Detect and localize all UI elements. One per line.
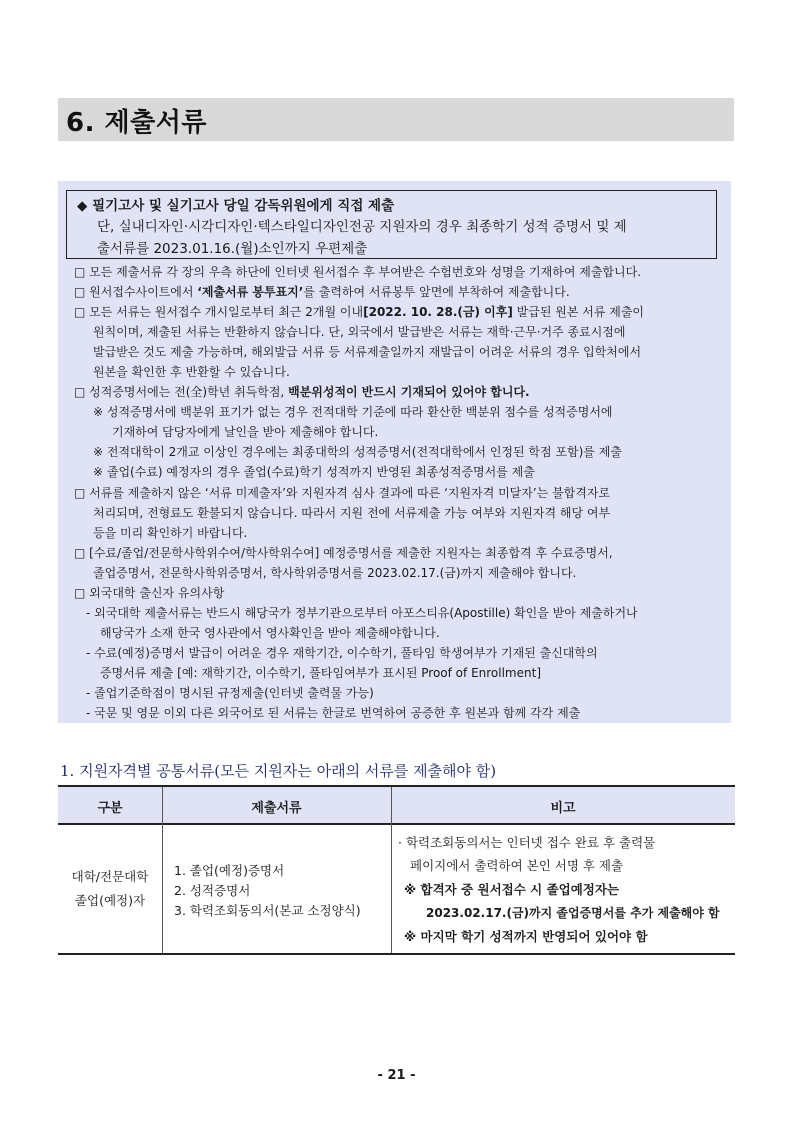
note-line: □ 성적증명서에는 전(全)학년 취득학점, 백분위성적이 반드시 기재되어 있어야 합니다. bbox=[74, 385, 530, 399]
note-line: 졸업증명서, 전문학사학위증명서, 학사학위증명서를 2023.02.17.(금)까지 제출해야 합니다. bbox=[93, 566, 577, 580]
note-line: □ 모든 제출서류 각 장의 우측 하단에 인터넷 원서접수 후 부여받은 수험번호와 성명을 기재하여 제출합니다. bbox=[74, 265, 642, 279]
header-documents: 제출서류 bbox=[251, 801, 302, 816]
header-remarks: 비고 bbox=[550, 801, 576, 816]
note-line: 해당국가 소재 한국 영사관에서 영사확인을 받아 제출해야합니다. bbox=[100, 626, 440, 640]
note-line: □ 모든 서류는 원서접수 개시일로부터 최근 2개월 이내[2022. 10. 28.(금) 이후] 발급된 원본 서류 제출이 bbox=[74, 305, 645, 319]
table-bottom-border bbox=[58, 953, 735, 955]
row-remark-1: · 학력조회동의서는 인터넷 접수 완료 후 출력물 bbox=[398, 835, 656, 850]
note-line: 원칙이며, 제출된 서류는 반환하지 않습니다. 단, 외국에서 발급받은 서류는 재학·근무·거주 종료시점에 bbox=[93, 325, 626, 339]
note-line: □ [수료/졸업/전문학사학위수여/학사학위수여] 예정증명서를 제출한 지원자는 최종합격 후 수료증명서, bbox=[74, 546, 613, 560]
note-line: ※ 졸업(수료) 예정자의 경우 졸업(수료)학기 성적까지 반영된 최종성적증명서를 제출 bbox=[93, 465, 535, 479]
note-line: - 수료(예정)증명서 발급이 어려운 경우 재학기간, 이수학기, 풀타임 학생여부가 기재된 출신대학의 bbox=[86, 646, 598, 660]
note-line: 원본을 확인한 후 반환할 수 있습니다. bbox=[93, 365, 290, 379]
note-line: 증명서류 제출 [예: 재학기간, 이수학기, 풀타임여부가 표시된 Proof of Enrollment] bbox=[100, 666, 541, 680]
note-line: 기재하여 담당자에게 날인을 받아 제출해야 합니다. bbox=[112, 425, 379, 439]
note-line: 등을 미리 확인하기 바랍니다. bbox=[93, 526, 248, 540]
note-line: □ 서류를 제출하지 않은 ‘서류 미제출자’와 지원자격 심사 결과에 따른 ‘지원자격 미달자’는 불합격자로 bbox=[74, 486, 611, 500]
subsection-title: 1. 지원자격별 공통서류(모든 지원자는 아래의 서류를 제출해야 함) bbox=[60, 762, 497, 780]
row-remark-3: ※ 합격자 중 원서접수 시 졸업예정자는 bbox=[404, 882, 620, 897]
note-line: ※ 전적대학이 2개교 이상인 경우에는 최종대학의 성적증명서(전적대학에서 인정된 학점 포함)를 제출 bbox=[93, 445, 622, 459]
row-remark-2: 페이지에서 출력하여 본인 서명 후 제출 bbox=[410, 858, 624, 873]
page-number: - 21 - bbox=[377, 1068, 416, 1083]
note-line: 발급받은 것도 제출 가능하며, 해외발급 서류 등 서류제출일까지 재발급이 어려운 서류의 경우 입학처에서 bbox=[93, 345, 642, 359]
note-line: - 졸업기준학점이 명시된 규정제출(인터넷 출력물 가능) bbox=[86, 686, 374, 700]
notice-highlight-box bbox=[66, 190, 717, 259]
notice-box-line-3: 출서류를 2023.01.16.(월)소인까지 우편제출 bbox=[97, 241, 368, 257]
table-header-divider bbox=[58, 823, 735, 825]
row-category-line-1: 대학/전문대학 bbox=[71, 869, 149, 884]
notice-box-line-1: ◆ 필기고사 및 실기고사 당일 감독위원에게 직접 제출 bbox=[77, 198, 395, 214]
note-line: - 외국대학 제출서류는 반드시 해당국가 정부기관으로부터 아포스티유(Apostille) 확인을 받아 제출하거나 bbox=[86, 606, 638, 620]
header-category: 구분 bbox=[97, 801, 123, 816]
notice-box-line-2: 단, 실내디자인·시각디자인·텍스타일디자인전공 지원자의 경우 최종학기 성적 증명서 및 제 bbox=[97, 219, 627, 235]
note-line: - 국문 및 영문 이외 다른 외국어로 된 서류는 한글로 번역하여 공증한 후 원본과 함께 각각 제출 bbox=[86, 706, 581, 720]
row-category-line-2: 졸업(예정)자 bbox=[74, 893, 146, 908]
row-document-3: 3. 학력조회동의서(본교 소정양식) bbox=[174, 903, 361, 918]
note-line: ※ 성적증명서에 백분위 표기가 없는 경우 전적대학 기준에 따라 환산한 백분위 점수를 성적증명서에 bbox=[93, 405, 613, 419]
row-document-1: 1. 졸업(예정)증명서 bbox=[174, 863, 285, 878]
note-line: □ 원서접수사이트에서 ‘제출서류 봉투표지’를 출력하여 서류봉투 앞면에 부착하여 제출합니다. bbox=[74, 285, 570, 299]
row-remark-5: ※ 마지막 학기 성적까지 반영되어 있어야 함 bbox=[404, 929, 648, 944]
documents-table bbox=[58, 785, 735, 955]
row-remark-4: 2023.02.17.(금)까지 졸업증명서를 추가 제출해야 함 bbox=[426, 906, 720, 920]
note-line: □ 외국대학 출신자 유의사항 bbox=[74, 586, 225, 600]
section-title: 6. 제출서류 bbox=[66, 108, 207, 138]
row-document-2: 2. 성적증명서 bbox=[174, 883, 251, 898]
note-line: 처리되며, 전형료도 환불되지 않습니다. 따라서 지원 전에 서류제출 가능 여부와 지원자격 해당 여부 bbox=[93, 506, 611, 520]
